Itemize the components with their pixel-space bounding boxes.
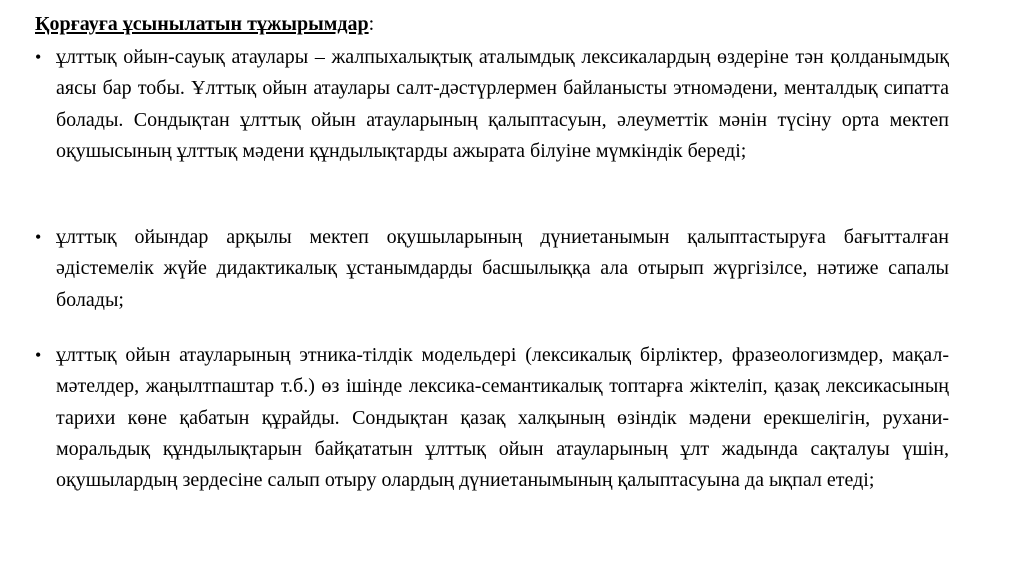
bullet-text-1: ұлттық ойын-сауық атаулары – жалпыхалықтық аталымдық лексикалардың өздеріне тән қолданымдық аясы бар тобы. Ұлттық ойын атаулары салт-дәстүрлермен байланысты этномәдени, менталдық сипатта болады. Сондықтан ұлттық ойын атауларының қалыптасуын, әлеуметтік мәнін түсіну орта мектеп оқушысының ұлттық мәдени құндылықтарды ажырата білуіне мүмкіндік береді; xyxy=(56,46,949,162)
heading-title: Қорғауға ұсынылатын тұжырымдар xyxy=(35,13,369,35)
heading-colon: : xyxy=(368,13,375,35)
bullet-marker: • xyxy=(35,345,42,365)
bullet-text-2: ұлттық ойындар арқылы мектеп оқушыларының дүниетанымын қалыптастыруға бағытталған әдістемелік жүйе дидактикалық ұстанымдарды басшылыққа ала отырып жүргізілсе, нәтиже сапалы болады; xyxy=(56,226,949,311)
bullet-text-3: ұлттық ойын атауларының этника-тілдік модельдері (лексикалық бірліктер, фразеологизмдер, мақал-мәтелдер, жаңылтпаштар т.б.) өз ішінде лексика-семантикалық топтарға жіктеліп, қазақ лексикасының тарихи көне қабатын құрайды. Сондықтан қазақ халқының өзіндік мәдени ерекшелігін, рухани-моральдық құндылықтарын байқататын ұлттық ойын атауларының ұлт жадында сақталуы үшін, оқушылардың зердесіне салып отыру олардың дүниетанымының қалыптасуына да ықпал етеді; xyxy=(56,344,949,492)
section-heading xyxy=(35,12,374,36)
bullet-marker: • xyxy=(35,227,42,247)
bullet-marker: • xyxy=(35,47,42,67)
